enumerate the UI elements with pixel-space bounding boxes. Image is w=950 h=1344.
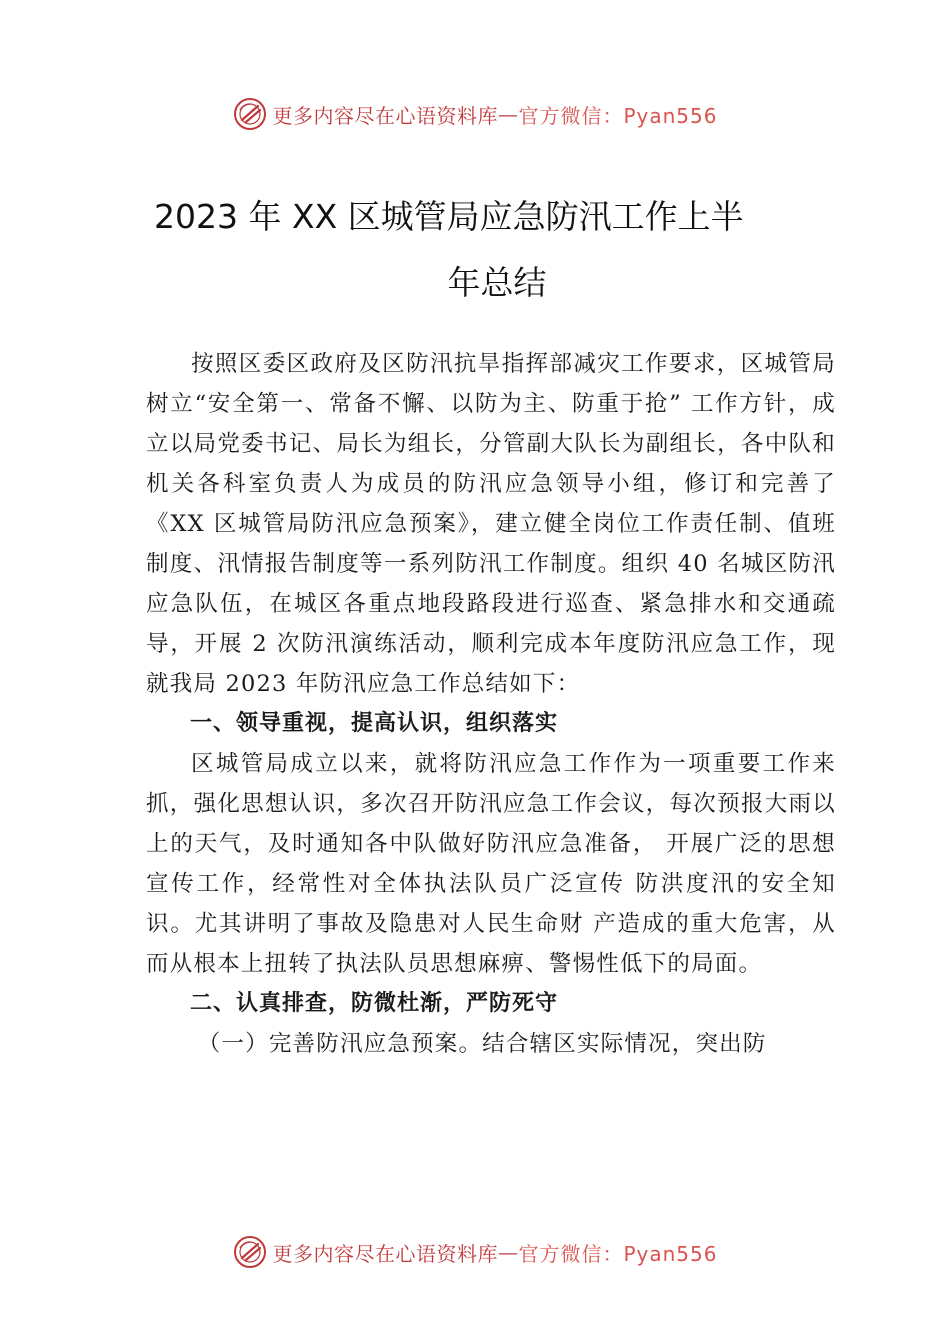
watermark-banner-top	[0, 94, 950, 134]
watermark-text: 更多内容尽在心语资料库	[272, 1241, 498, 1266]
watermark-separator: —	[497, 1240, 519, 1264]
title-line-2: 年总结	[447, 263, 547, 302]
watermark-text: 更多内容尽在心语资料库	[272, 103, 498, 128]
watermark-suffix: 官方微信：Pyan556	[518, 103, 718, 128]
document-body	[146, 344, 836, 1064]
section-2-heading: 二、认真排查，防微杜渐，严防死守	[190, 991, 559, 1016]
watermark-suffix: 官方微信：Pyan556	[518, 1241, 718, 1266]
watermark-separator: —	[497, 102, 519, 126]
seal-logo-icon	[232, 96, 268, 132]
section-1-paragraph: 区城管局成立以来，就将防汛应急工作作为一项重要工作来抓，强化思想认识，多次召开防汛应急工作会议，每次预报大雨以上的天气，及时通知各中队做好防汛应急准备， 开展广泛的思想宣传工作，经常性对全体执法队员广泛宣传 防洪度汛的安全知识。尤其讲明了事故及隐患对人民生命财 产造成的重大危害，从而从根本上扭转了执法队员思想麻痹、警惕性低下的局面。	[146, 751, 836, 977]
intro-paragraph: 按照区委区政府及区防汛抗旱指挥部减灾工作要求，区城管局树立“安全第一、常备不懈、以防为主、防重于抢” 工作方针，成立以局党委书记、局长为组长，分管副大队长为副组长，各中队和机关各科室负责人为成员的防汛应急领导小组，修订和完善了《XX 区城管局防汛应急预案》，建立健全岗位工作责任制、值班制度、汛情报告制度等一系列防汛工作制度。组织 40 名城区防汛应急队伍，在城区各重点地段路段进行巡查、紧急排水和交通疏导，开展 2 次防汛演练活动，顺利完成本年度防汛应急工作，现就我局 2023 年防汛应急工作总结如下：	[146, 351, 836, 697]
section-2-subsection-1: （一）完善防汛应急预案。结合辖区实际情况，突出防	[197, 1031, 767, 1057]
title-line-1: 2023 年 XX 区城管局应急防汛工作上半	[154, 197, 744, 236]
seal-logo-icon	[232, 1234, 268, 1270]
watermark-banner-bottom	[0, 1232, 950, 1272]
document-title	[150, 184, 830, 316]
section-1-heading: 一、领导重视，提高认识，组织落实	[190, 711, 559, 736]
